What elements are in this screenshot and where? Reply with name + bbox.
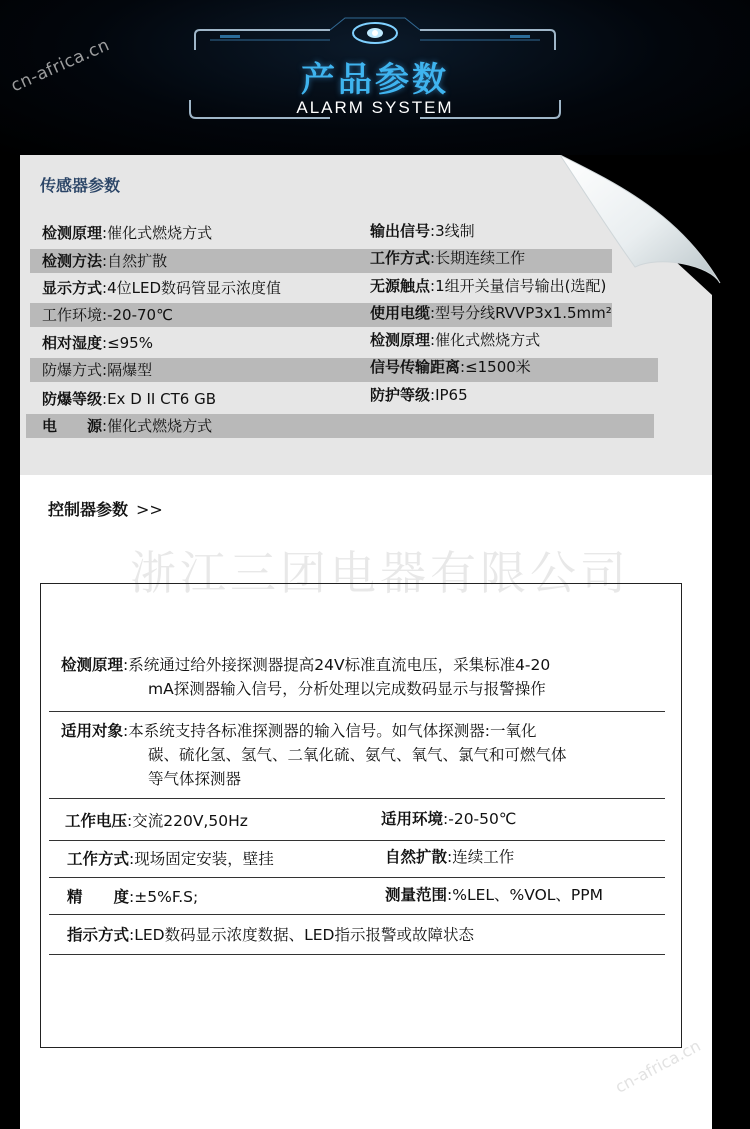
page-subtitle: ALARM SYSTEM: [296, 98, 454, 117]
sensor-param-row: 输出信号:3线制: [370, 222, 475, 240]
sensor-param-row: 防护等级:IP65: [370, 386, 468, 404]
controller-params-table: [40, 583, 682, 1048]
page-curl-decoration: [560, 155, 730, 295]
header-banner: [0, 0, 750, 155]
double-chevron-icon: >>: [136, 500, 163, 519]
param-range: 测量范围:%LEL、%VOL、PPM: [385, 886, 603, 904]
param-diffusion: 自然扩散:连续工作: [385, 848, 515, 866]
controller-params-panel: [20, 475, 712, 1129]
sensor-param-row: 防爆等级:Ex D II CT6 GB: [42, 390, 216, 408]
divider: [49, 840, 665, 841]
sensor-param-row: 无源触点:1组开关量信号输出(选配): [370, 277, 607, 295]
param-principle-cont: mA探测器输入信号，分析处理以完成数码显示与报警操作: [148, 680, 546, 698]
sensor-params-title: 传感器参数: [40, 176, 121, 195]
divider: [49, 798, 665, 799]
param-work-mode: 工作方式:现场固定安装，壁挂: [67, 850, 274, 868]
param-environment: 适用环境:-20-50℃: [381, 810, 517, 828]
sensor-param-row: 电 源:催化式燃烧方式: [26, 414, 654, 438]
param-principle: 检测原理:系统通过给外接探测器提高24V标准直流电压，采集标准4-20: [61, 656, 551, 674]
param-voltage: 工作电压:交流220V,50Hz: [65, 812, 248, 830]
param-target-cont: 碳、硫化氢、氢气、二氧化硫、氨气、氧气、氯气和可燃气体: [148, 746, 567, 764]
page-title: 产品参数: [301, 60, 449, 100]
sensor-param-row: 检测原理:催化式燃烧方式: [370, 331, 541, 349]
divider: [49, 914, 665, 915]
controller-params-title: 控制器参数 >>: [48, 500, 163, 519]
sensor-param-row: 防爆方式:隔爆型: [30, 358, 658, 382]
divider: [49, 711, 665, 712]
divider: [49, 877, 665, 878]
sensor-param-row: 检测方法:自然扩散: [30, 249, 612, 273]
sensor-param-row: 信号传输距离:≤1500米: [370, 358, 531, 376]
site-watermark-bottom: cn-africa.cn: [612, 1035, 704, 1097]
site-watermark: cn-africa.cn: [8, 35, 113, 97]
sensor-param-row: 工作环境:-20-70℃: [30, 303, 612, 327]
sensor-param-row: 检测原理:催化式燃烧方式: [42, 224, 213, 242]
sensor-param-row: 使用电缆:型号分线RVVP3x1.5mm²: [370, 304, 612, 322]
param-indicator: 指示方式:LED数码显示浓度数据、LED指示报警或故障状态: [67, 926, 474, 944]
param-precision: 精 度:±5%F.S;: [67, 888, 199, 906]
param-target: 适用对象:本系统支持各标准探测器的输入信号。如气体探测器:一氧化: [61, 722, 537, 740]
param-target-cont: 等气体探测器: [148, 770, 242, 788]
company-watermark: 浙江三团电器有限公司: [130, 546, 630, 600]
sensor-param-row: 显示方式:4位LED数码管显示浓度值: [42, 279, 281, 297]
sensor-param-row: 工作方式:长期连续工作: [370, 249, 526, 267]
sensor-param-row: 相对湿度:≤95%: [42, 334, 153, 352]
divider: [49, 954, 665, 955]
